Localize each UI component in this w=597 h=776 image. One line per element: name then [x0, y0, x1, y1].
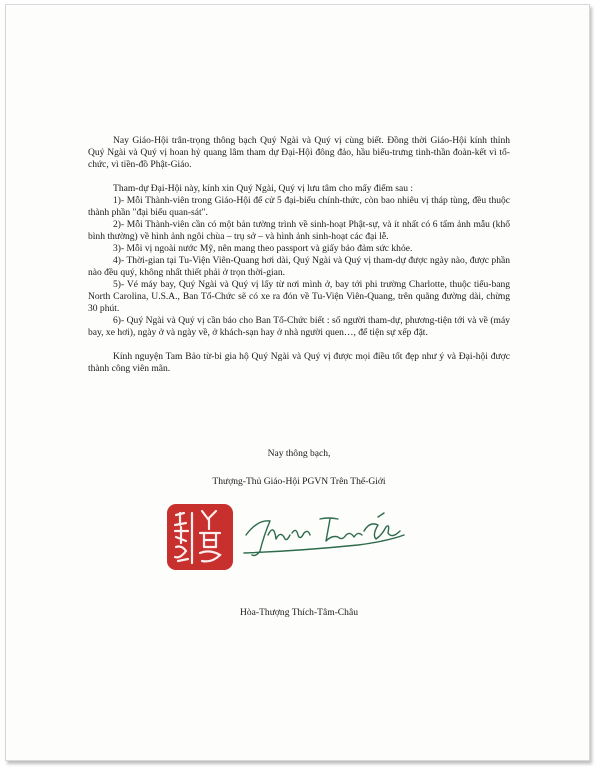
closing-line: Nay thông bạch, — [267, 448, 331, 459]
note-item-1: 1)- Mỗi Thành-viên trong Giáo-Hội để cử 5 đại-biểu chính-thức, còn bao nhiêu vị tháp tùng, đều thuộc thành phần "đại biểu quan-sát". — [88, 195, 510, 218]
notes-intro-paragraph: Tham-dự Đại-Hội này, kính xin Quý Ngài, Quý vị lưu tâm cho mấy điểm sau : — [113, 183, 414, 194]
note-item-5: 5)- Vé máy bay, Quý Ngài và Quý vị lấy từ nơi mình ở, bay tới phi trường Charlotte, thuộc tiểu-bang North Carolina, U.S.A., Ban Tổ-Chức sẽ có xe ra đón về Tu-Viện Viên-Quang, trên quãng đường dài, chừng 30 phút. — [88, 279, 510, 314]
note-item-2: 2)- Mỗi Thành-viên cần có một bản tường trình về sinh-hoạt Phật-sự, và ít nhất có 6 tấm ảnh mẫu (khổ bình thường) về hình ảnh ngôi chùa – trụ sở – và hình ảnh sinh-hoạt các đại lễ. — [88, 219, 510, 242]
red-seal-stamp-icon — [166, 503, 234, 571]
letter-page — [5, 4, 590, 761]
blessing-paragraph: Kính nguyện Tam Bảo từ-bi gia hộ Quý Ngài và Quý vị được mọi điều tốt đẹp như ý và Đại-hội được thành công viên mãn. — [88, 351, 510, 374]
signer-name: Hòa-Thượng Thích-Tâm-Châu — [240, 607, 358, 618]
note-item-6: 6)- Quý Ngài và Quý vị cần báo cho Ban Tổ-Chức biết : số người tham-dự, phương-tiện tới và về (máy bay, xe hơi), ngày ở và ngày về, ở khách-sạn hay ở nhà người quen…, để tiện sự xếp đặt. — [88, 315, 510, 338]
signer-title: Thượng-Thủ Giáo-Hội PGVN Trên Thế-Giới — [212, 476, 386, 487]
intro-paragraph: Nay Giáo-Hội trân-trọng thông bạch Quý Ngài và Quý vị cùng biết. Đồng thời Giáo-Hội kính thỉnh Quý Ngài và Quý vị hoan hỷ quang lâm tham dự Đại-Hội đông đảo, hầu biểu-trưng tinh-thần đoàn-kết vì tổ-chức, vì tiền-đồ Phật-Giáo. — [88, 135, 510, 170]
handwritten-signature — [238, 505, 408, 565]
letter-body — [88, 135, 510, 375]
note-item-3: 3)- Mỗi vị ngoài nước Mỹ, nên mang theo passport và giấy bảo đảm sức khỏe. — [113, 243, 413, 254]
note-item-4: 4)- Thời-gian tại Tu-Viện Viên-Quang hơi dài, Quý Ngài và Quý vị tham-dự được ngày nào, được phần nào đều quý, không nhất thiết phải ở trọn thời-gian. — [88, 255, 510, 278]
